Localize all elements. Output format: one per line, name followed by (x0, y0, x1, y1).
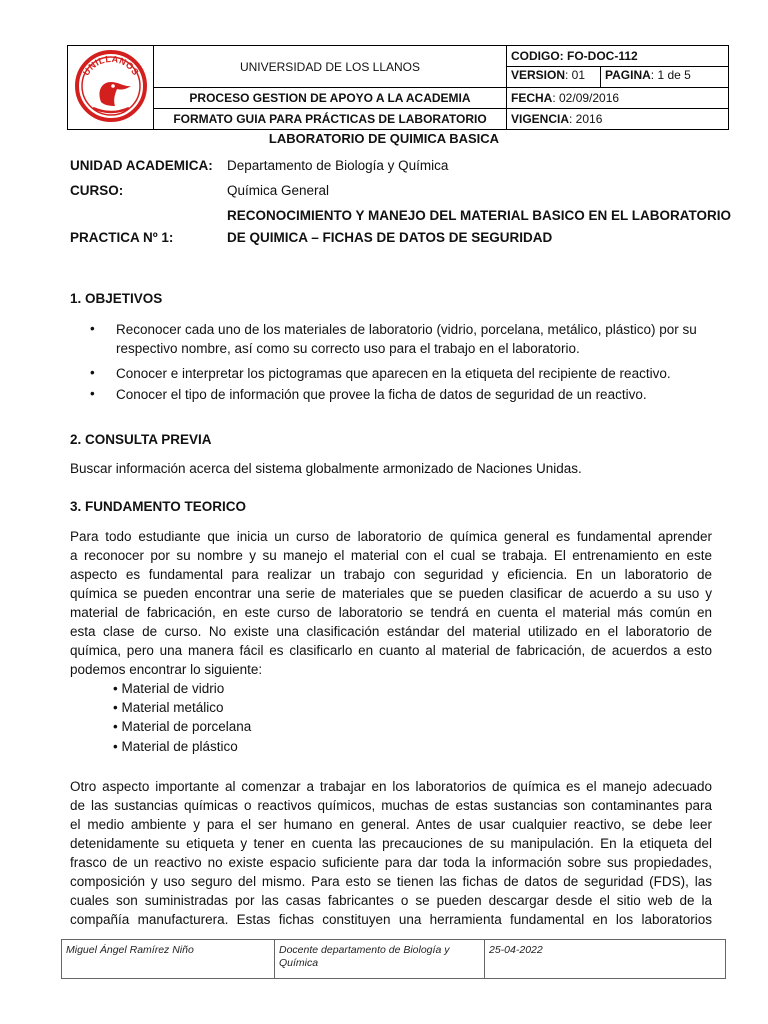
paragraph-line: química se pueden encontrar una serie de materiales que se pueden clasificar de acuerdo a su uso y (70, 586, 712, 601)
footer-role: Docente departamento de Biología y Química (275, 940, 485, 979)
consulta-heading: 2. CONSULTA PREVIA (70, 432, 212, 447)
practice-title-line2: DE QUIMICA – FICHAS DE DATOS DE SEGURIDAD (227, 230, 553, 245)
page-label: PAGINA (605, 68, 651, 82)
paragraph-line: esta clase de curso. No existe una clasificación estándar del material utilizado en el laboratorio de (70, 624, 712, 639)
date-label: FECHA (511, 91, 553, 105)
bullet-icon: • (90, 386, 95, 401)
university-name: UNIVERSIDAD DE LOS LLANOS (154, 46, 507, 88)
paragraph-line: detenidamente su etiqueta y tener en cuenta las precauciones de su manipulación. En la etiqueta del (70, 836, 712, 851)
document-footer-table (61, 939, 726, 979)
date-value: : 02/09/2016 (552, 91, 620, 105)
fundamento-heading: 3. FUNDAMENTO TEORICO (70, 499, 247, 514)
bullet-icon: • (90, 321, 95, 336)
logo-text: UNILLANOS (80, 53, 141, 78)
material-item: • Material de vidrio (113, 681, 225, 696)
version-page-cell (507, 67, 729, 88)
code-cell (507, 46, 729, 67)
material-item: • Material metálico (113, 700, 224, 715)
unit-value: Departamento de Biología y Química (227, 158, 449, 173)
code-value: FO-DOC-112 (567, 49, 638, 63)
course-value: Química General (227, 183, 330, 198)
objective-item: Reconocer cada uno de los materiales de laboratorio (vidrio, porcelana, metálico, plástico) por su respectivo nombre, así como su correcto uso para el trabajo en el laboratorio. (116, 322, 697, 356)
process-name: PROCESO GESTION DE APOYO A LA ACADEMIA (154, 88, 507, 109)
consulta-text: Buscar información acerca del sistema globalmente armonizado de Naciones Unidas. (70, 461, 582, 476)
paragraph-line: química, pero una manera fácil es clasificarlo en cuanto al material de fabricación, de acuerdos a esto (70, 643, 712, 658)
version-label: VERSION (511, 68, 566, 82)
material-item: • Material de porcelana (113, 719, 252, 734)
version-field (507, 67, 601, 87)
objectives-heading: 1. OBJETIVOS (70, 291, 163, 306)
unit-label: UNIDAD ACADEMICA: (70, 158, 213, 173)
validity-cell (507, 109, 729, 130)
footer-author: Miguel Ángel Ramírez Niño (62, 940, 275, 979)
practice-label: PRACTICA Nº 1: (70, 230, 174, 245)
paragraph-line: frasco de un reactivo no existe espacio suficiente para dar toda la información sobre sus propiedades, (70, 855, 712, 870)
page-field (601, 67, 695, 87)
bullet-icon: • (90, 365, 95, 380)
paragraph-line: Para todo estudiante que inicia un curso de laboratorio de química general es fundamental aprender (70, 529, 712, 544)
paragraph-line: Otro aspecto importante al comenzar a trabajar en los laboratorios de química es el manejo adecuado (70, 779, 712, 794)
course-label: CURSO: (70, 183, 124, 198)
paragraph-line: podemos encontrar lo siguiente: (70, 662, 263, 677)
paragraph-line: de las sustancias químicas o reactivos químicos, muchas de estas sustancias son contaminantes para (70, 798, 712, 813)
objective-item: Conocer e interpretar los pictogramas que aparecen en la etiqueta del recipiente de reactivo. (116, 366, 671, 381)
paragraph-line: a reconocer por su nombre y su manejo el material con el cual se trabaja. El entrenamiento en este (70, 548, 712, 563)
version-value: : 01 (565, 68, 586, 82)
footer-date: 25-04-2022 (485, 940, 726, 979)
paragraph-line: cuales son suministradas por las casas fabricantes o se pueden descargar desde el sitio web de la (70, 893, 712, 908)
paragraph-line: el medio ambiente y para el ser humano en general. Antes de usar cualquier reactivo, se debe leer (70, 817, 712, 832)
paragraph-line: composición y uso seguro del mismo. Para esto se tienen las fichas de datos de seguridad (FDS), las (70, 874, 712, 889)
practice-title-line1: RECONOCIMIENTO Y MANEJO DEL MATERIAL BASICO EN EL LABORATORIO (227, 208, 732, 223)
paragraph-line: aspecto es fundamental para realizar un trabajo con seguridad y eficiencia. En un laboratorio de (70, 567, 712, 582)
objective-item: Conocer el tipo de información que provee la ficha de datos de seguridad de un reactivo. (116, 387, 647, 402)
format-name: FORMATO GUIA PARA PRÁCTICAS DE LABORATORIO (154, 109, 507, 130)
university-logo (71, 46, 151, 126)
validity-value: : 2016 (569, 112, 603, 126)
logo-cell (68, 46, 154, 130)
page-value: : 1 de 5 (650, 68, 691, 82)
lab-title: LABORATORIO DE QUIMICA BASICA (268, 131, 500, 146)
paragraph-line: compañía manufacturera. Estas fichas constituyen una herramienta fundamental en los laboratorios (70, 912, 712, 927)
material-item: • Material de plástico (113, 739, 238, 754)
validity-label: VIGENCIA (511, 112, 570, 126)
paragraph-line: material de fabricación, en este curso de laboratorio se tendrá en cuenta el material más común en (70, 605, 712, 620)
date-cell (507, 88, 729, 109)
code-label: CODIGO: (511, 49, 564, 63)
document-header-table (67, 45, 729, 130)
